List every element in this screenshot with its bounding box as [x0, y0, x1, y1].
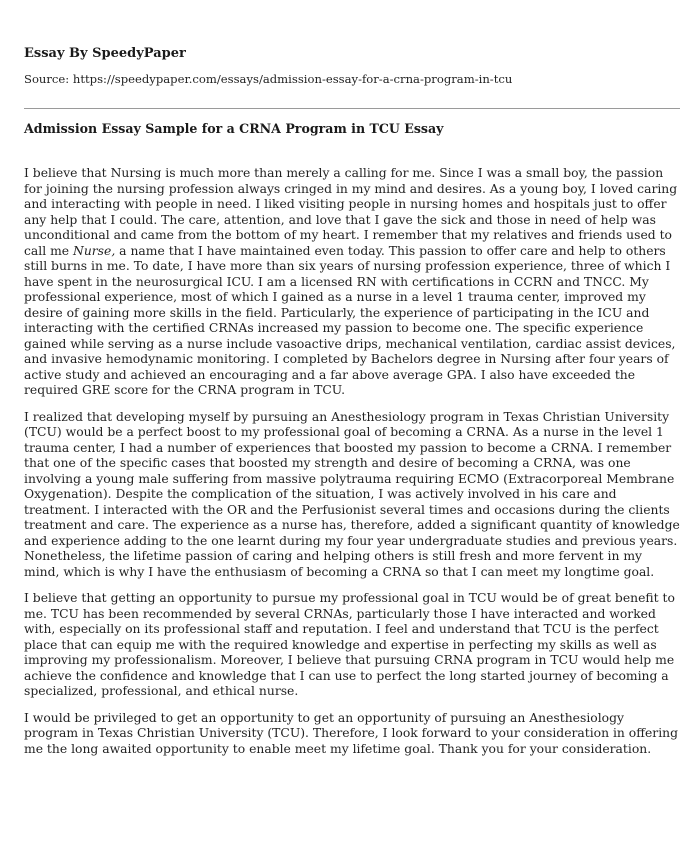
paragraph-1-emphasis: Nurse,	[73, 243, 116, 258]
paragraph-1-part-a: I believe that Nursing is much more than merely a calling for me. Since I was a small boy, the passion for joining the nursing profession always cringed in my mind and desires. As a young boy, I loved caring and interacting with people in need. I liked visiting people in nursing homes and hospitals just to offer any help that I could. The care, attention, and love that I gave the sick and those in need of help was unconditional and came from the bottom of my heart. I remember that my relatives and friends used to call me	[24, 166, 678, 258]
source-url: https://speedypaper.com/essays/admission-essay-for-a-crna-program-in-tcu	[72, 72, 513, 86]
paragraph-1	[24, 166, 680, 399]
essay-body	[24, 166, 680, 768]
paragraph-2: I realized that developing myself by pursuing an Anesthesiology program in Texas Christian University (TCU) would be a perfect boost to my professional goal of becoming a CRNA. As a nurse in the level 1 trauma center, I had a number of experiences that boosted my passion to become a CRNA. I remember that one of the specific cases that boosted my strength and desire of becoming a CRNA, was one involving a young male suffering from massive polytrauma requiring ECMO (Extracorporeal Membrane Oxygenation). Despite the complication of the situation, I was actively involved in his care and treatment. I interacted with the OR and the Perfusionist several times and occasions during the clients treatment and care. The experience as a nurse has, therefore, added a significant quantity of knowledge and experience adding to the one learnt during my four year undergraduate studies and previous years. Nonetheless, the lifetime passion of caring and helping others is still fresh and more fervent in my mind, which is why I have the enthusiasm of becoming a CRNA so that I can meet my longtime goal.	[24, 409, 680, 579]
paragraph-4: I would be privileged to get an opportunity to get an opportunity of pursuing an Anesthesiology program in Texas Christian University (TCU). Therefore, I look forward to your consideration in offering me the long awaited opportunity to enable meet my lifetime goal. Thank you for your consideration.	[24, 710, 678, 756]
essay-title: Admission Essay Sample for a CRNA Program in TCU Essay	[24, 121, 444, 136]
paragraph-3: I believe that getting an opportunity to pursue my professional goal in TCU would be of great benefit to me. TCU has been recommended by several CRNAs, particularly those I have interacted and worked with, especially on its professional staff and reputation. I feel and understand that TCU is the perfect place that can equip me with the required knowledge and expertise in perfecting my skills as well as improving my professionalism. Moreover, I believe that pursuing CRNA program in TCU would help me achieve the confidence and knowledge that I can use to perfect the long started journey of becoming a specialized, professional, and ethical nurse.	[24, 591, 675, 698]
paragraph-1-part-b: a name that I have maintained even today. This passion to offer care and help to others still burns in me. To date, I have more than six years of nursing profession experience, three of which I have spent in the neurosurgical ICU. I am a licensed RN with certifications in CCRN and TNCC. My professional experience, most of which I gained as a nurse in a level 1 trauma center, improved my desire of gaining more skills in the field. Particularly, the experience of participating in the ICU and interacting with the certified CRNAs increased my passion to become one. The specific experience gained while serving as a nurse include vasoactive drips, mechanical ventilation, cardiac assist devices, and invasive hemodynamic monitoring. I completed by Bachelors degree in Nursing after four years of active study and achieved an encouraging and a far above average GPA. I also have exceeded the required GRE score for the CRNA program in TCU.	[24, 243, 676, 397]
document-header-title: Essay By SpeedyPaper	[24, 46, 186, 61]
source-line	[24, 72, 512, 86]
header-divider	[24, 108, 680, 109]
source-label: Source:	[24, 72, 70, 86]
